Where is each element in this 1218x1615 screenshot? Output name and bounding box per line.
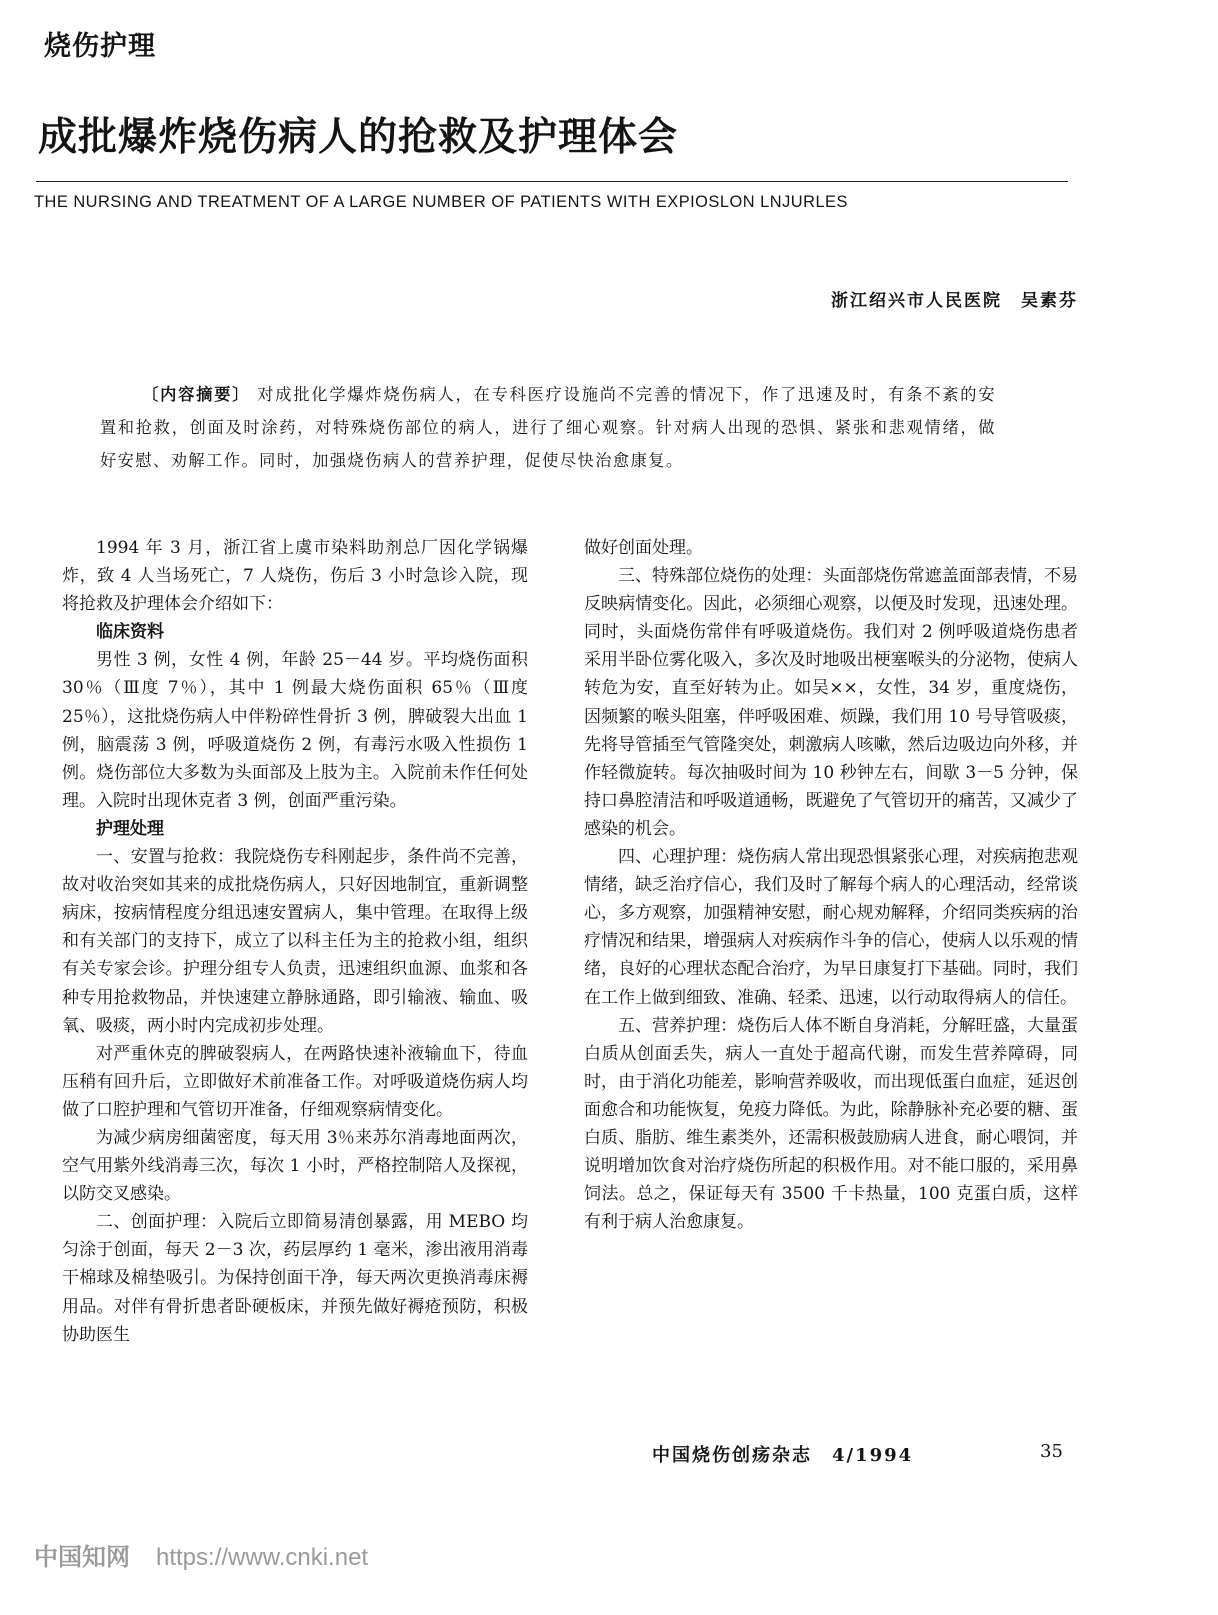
wound-care-paragraph: 二、创面护理：入院后立即简易清创暴露，用 MEBO 均匀涂于创面，每天 2－3 次，药层厚约 1 毫米，渗出液用消毒干棉球及棉垫吸引。为保持创面干净，每天两次更换消毒床褥用品。对伴有骨折患者卧硬板床，并预先做好褥疮预防，积极协助医生 (62, 1212, 528, 1345)
watermark (34, 1537, 368, 1572)
abstract (100, 378, 996, 477)
abstract-label: 〔内容摘要〕 (142, 385, 251, 404)
right-column (584, 534, 1078, 1236)
author-affiliation: 浙江绍兴市人民医院 吴素芬 (831, 291, 1078, 311)
continued-paragraph: 做好创面处理。 (584, 538, 703, 558)
article-title: 成批爆炸烧伤病人的抢救及护理体会 (38, 115, 679, 160)
left-column (62, 534, 528, 1349)
footer-journal: 中国烧伤创疡杂志 4/1994 (652, 1445, 914, 1466)
disinfection-paragraph: 为减少病房细菌密度，每天用 3％来苏尔消毒地面两次，空气用紫外线消毒三次，每次 1 小时，严格控制陪人及探视，以防交叉感染。 (62, 1127, 528, 1205)
watermark-brand: 中国知网 (34, 1544, 130, 1571)
nutrition-paragraph: 五、营养护理：烧伤后人体不断自身消耗，分解旺盛，大量蛋白质从创面丢失，病人一直处于超高代谢，而发生营养障碍，同时，由于消化功能差，影响营养吸收，而出现低蛋白血症，延迟创面愈合和功能恢复，免疫力降低。为此，除静脉补充必要的糖、蛋白质、脂肪、维生素类外，还需积极鼓励病人进食，耐心喂饲，并说明增加饮食对治疗烧伤所起的积极作用。对不能口服的，采用鼻饲法。总之，保证每天有 3500 千卡热量，100 克蛋白质，这样有利于病人治愈康复。 (584, 1015, 1078, 1233)
title-rule (36, 181, 1068, 182)
intro-paragraph: 1994 年 3 月，浙江省上虞市染料助剂总厂因化学锅爆炸，致 4 人当场死亡，7 人烧伤，伤后 3 小时急诊入院，现将抢救及护理体会介绍如下： (62, 538, 528, 615)
clinical-paragraph: 男性 3 例，女性 4 例，年龄 25－44 岁。平均烧伤面积 30％（Ⅲ度 7％），其中 1 例最大烧伤面积 65％（Ⅲ度 25％），这批烧伤病人中伴粉碎性骨折 3 例，脾破裂大出血 1 例，脑震荡 3 例，呼吸道烧伤 2 例，有毒污水吸入性损伤 1 例。烧伤部位大多数为头面部及上肢为主。入院前未作任何处理。入院时出现休克者 3 例，创面严重污染。 (62, 650, 528, 811)
heading-clinical: 临床资料 (96, 622, 164, 643)
english-title: THE NURSING AND TREATMENT OF A LARGE NUMBER OF PATIENTS WITH EXPIOSLON LNJURLES (34, 193, 848, 211)
page-number: 35 (1040, 1441, 1063, 1462)
section-tag: 烧伤护理 (44, 31, 156, 62)
watermark-url: https://www.cnki.net (156, 1544, 369, 1571)
psychological-paragraph: 四、心理护理：烧伤病人常出现恐惧紧张心理，对疾病抱悲观情绪，缺乏治疗信心，我们及时了解每个病人的心理活动，经常谈心，多方观察，加强精神安慰，耐心规劝解释，介绍同类疾病的治疗情况和结果，增强病人对疾病作斗争的信心，使病人以乐观的情绪，良好的心理状态配合治疗，为早日康复打下基础。同时，我们在工作上做到细致、准确、轻柔、迅速，以行动取得病人的信任。 (584, 847, 1078, 1008)
heading-nursing: 护理处理 (96, 818, 164, 839)
special-site-paragraph: 三、特殊部位烧伤的处理：头面部烧伤常遮盖面部表情，不易反映病情变化。因此，必须细心观察，以便及时发现，迅速处理。同时，头面烧伤常伴有呼吸道烧伤。我们对 2 例呼吸道烧伤患者采用半卧位雾化吸入，多次及时地吸出梗塞喉头的分泌物，使病人转危为安，直至好转为止。如吴××，女性，34 岁，重度烧伤，因频繁的喉头阻塞，伴呼吸困难、烦躁，我们用 10 号导管吸痰，先将导管插至气管隆突处，刺激病人咳嗽，然后边吸边向外移，并作轻微旋转。每次抽吸时间为 10 秒钟左右，间歇 3－5 分钟，保持口鼻腔清洁和呼吸道通畅，既避免了气管切开的痛苦，又减少了感染的机会。 (584, 566, 1078, 839)
abstract-text: 对成批化学爆炸烧伤病人，在专科医疗设施尚不完善的情况下，作了迅速及时，有条不紊的安置和抢救，创面及时涂药，对特殊烧伤部位的病人，进行了细心观察。针对病人出现的恐惧、紧张和悲观情绪，做好安慰、劝解工作。同时，加强烧伤病人的营养护理，促使尽快治愈康复。 (100, 385, 997, 470)
placement-paragraph: 一、安置与抢救：我院烧伤专科刚起步，条件尚不完善，故对收治突如其来的成批烧伤病人，只好因地制宜，重新调整病床，按病情程度分组迅速安置病人，集中管理。在取得上级和有关部门的支持下，成立了以科主任为主的抢救小组，组织有关专家会诊。护理分组专人负责，迅速组织血源、血浆和各种专用抢救物品，并快速建立静脉通路，即引输液、输血、吸氧、吸痰，两小时内完成初步处理。 (62, 847, 528, 1036)
shock-paragraph: 对严重休克的脾破裂病人，在两路快速补液输血下，待血压稍有回升后，立即做好术前准备工作。对呼吸道烧伤病人均做了口腔护理和气管切开准备，仔细观察病情变化。 (62, 1043, 528, 1120)
